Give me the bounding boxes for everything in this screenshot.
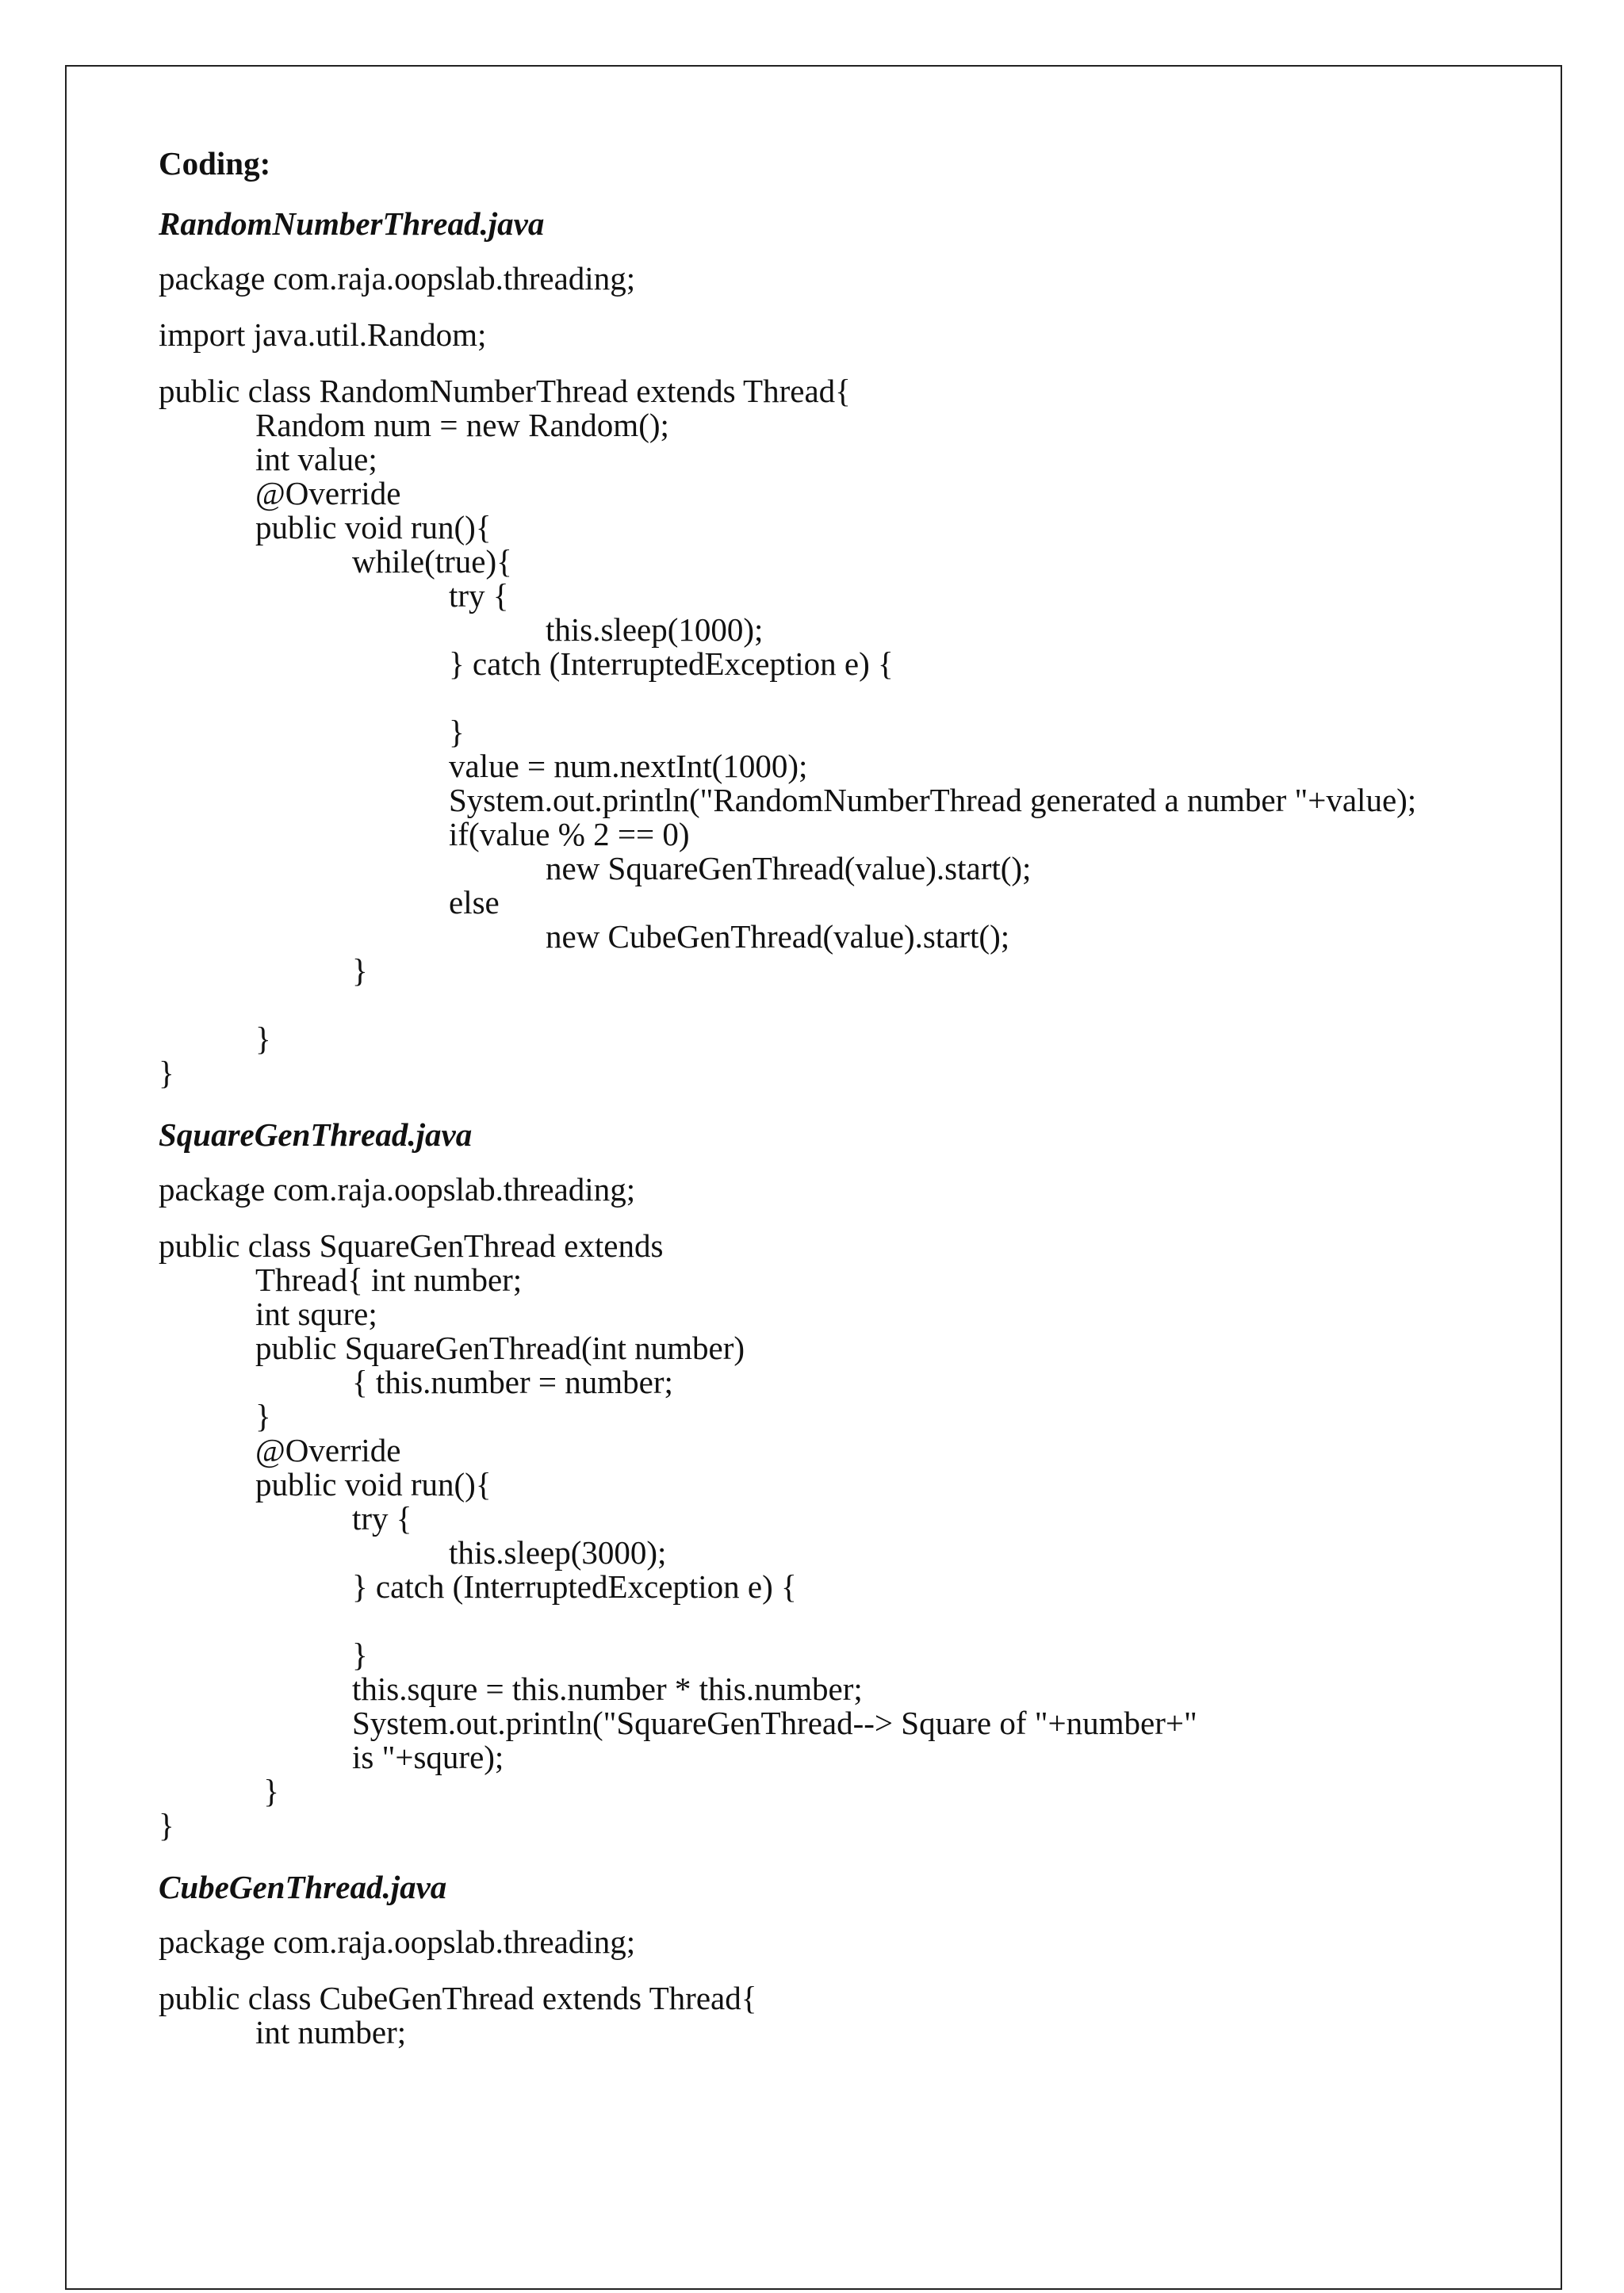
file-title: CubeGenThread.java [159, 1869, 447, 1905]
code-line: try { [449, 577, 509, 614]
code-line: if(value % 2 == 0) [449, 816, 690, 852]
code-line: public void run(){ [255, 509, 492, 545]
code-line: value = num.nextInt(1000); [449, 748, 808, 784]
code-line: new CubeGenThread(value).start(); [546, 918, 1010, 955]
code-line: this.sleep(3000); [449, 1534, 667, 1571]
code-line: } catch (InterruptedException e) { [449, 645, 894, 682]
file-title: RandomNumberThread.java [159, 205, 545, 242]
code-line: System.out.println("RandomNumberThread generated a number "+value); [449, 782, 1417, 818]
code-line: Random num = new Random(); [255, 407, 669, 443]
package-line: package com.raja.oopslab.threading; [159, 1924, 636, 1960]
file-title: SquareGenThread.java [159, 1116, 473, 1153]
code-line: this.sleep(1000); [546, 611, 764, 648]
code-line: { this.number = number; [352, 1364, 673, 1400]
code-block [159, 1229, 1522, 1843]
code-line: @Override [255, 475, 401, 511]
code-line: } [352, 952, 368, 989]
code-line: public SquareGenThread(int number) [255, 1330, 745, 1366]
code-line: } [159, 1807, 174, 1843]
code-line: Thread{ int number; [255, 1261, 523, 1298]
code-line: public class CubeGenThread extends Thread{ [159, 1980, 757, 2016]
code-line: is "+squre); [352, 1739, 504, 1775]
code-line: try { [352, 1500, 412, 1537]
code-line: @Override [255, 1432, 401, 1468]
code-line: } [255, 1398, 271, 1434]
top-page-mark [799, 2, 831, 6]
code-line: this.squre = this.number * this.number; [352, 1671, 863, 1707]
file-section-random-number-thread [159, 201, 1522, 1090]
code-block [159, 374, 1522, 1090]
import-line: import java.util.Random; [159, 316, 487, 353]
code-line [159, 681, 1522, 715]
code-line: while(true){ [352, 543, 512, 580]
code-line: } [352, 1636, 368, 1673]
code-line: } catch (InterruptedException e) { [352, 1568, 797, 1605]
code-line [159, 1604, 1522, 1638]
code-line [159, 988, 1522, 1022]
code-line: else [449, 884, 500, 921]
code-line: int value; [255, 441, 377, 477]
code-line: } [449, 714, 465, 750]
package-line: package com.raja.oopslab.threading; [159, 1171, 636, 1208]
file-section-cube-gen-thread [159, 1865, 1522, 2050]
code-line: int number; [255, 2014, 407, 2050]
code-line: public class RandomNumberThread extends Thread{ [159, 373, 851, 409]
code-line: public class SquareGenThread extends [159, 1227, 664, 1264]
code-block [159, 1981, 1522, 2050]
code-line: System.out.println("SquareGenThread--> Square of "+number+" [352, 1705, 1197, 1741]
code-line: new SquareGenThread(value).start(); [546, 850, 1032, 886]
code-line: } [255, 1020, 271, 1057]
coding-heading: Coding: [159, 145, 271, 182]
code-line: } [159, 1055, 174, 1091]
package-line: package com.raja.oopslab.threading; [159, 260, 636, 297]
code-line: } [255, 1773, 279, 1809]
document-body [159, 141, 1522, 2050]
code-line: int squre; [255, 1296, 377, 1332]
code-line: public void run(){ [255, 1466, 492, 1503]
file-section-square-gen-thread [159, 1112, 1522, 1843]
